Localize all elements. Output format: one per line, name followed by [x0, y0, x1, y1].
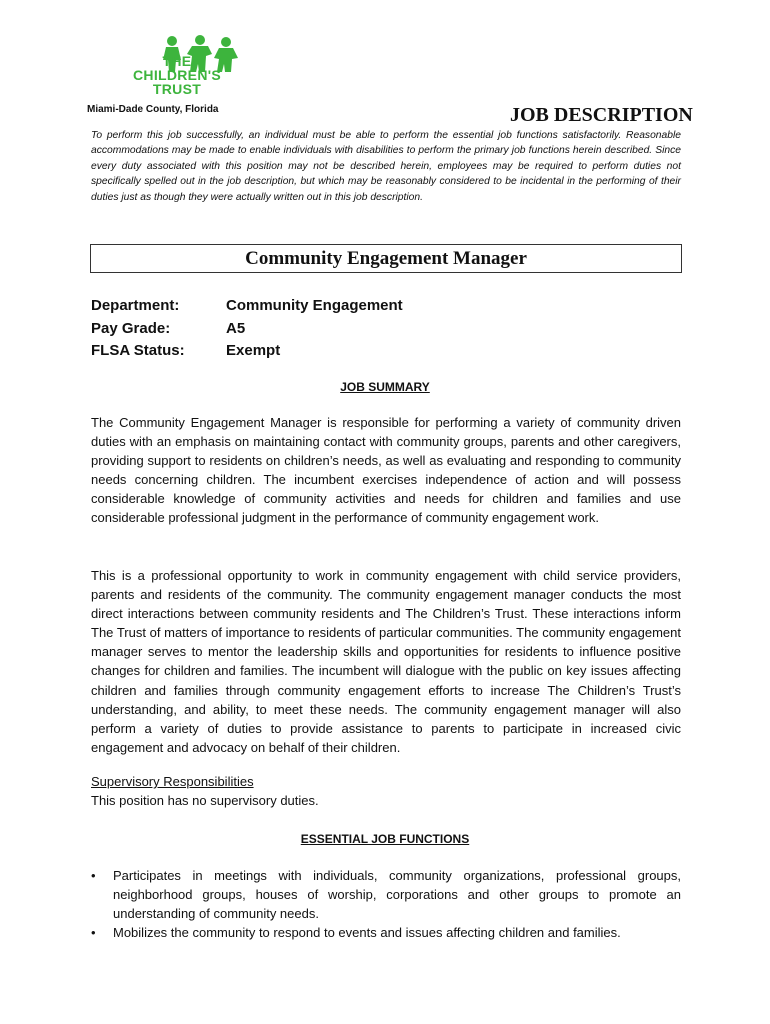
essential-functions-heading: ESSENTIAL JOB FUNCTIONS — [300, 832, 470, 846]
essential-functions-list — [91, 866, 681, 942]
document-type-heading: JOB DESCRIPTION — [510, 104, 693, 126]
logo-line-2: CHILDREN'S — [133, 67, 221, 83]
supervisory-text: This position has no supervisory duties. — [91, 793, 319, 808]
disclaimer-paragraph: To perform this job successfully, an individual must be able to perform the essential job functions satisfactorily. Reasonable accommodations may be made to enable individuals with disabilities to perform the primary job functions herein described. Since every duty associated with this position may not be described herein, employees may be required to perform duties not specifically spelled out in the job description, but which may be reasonably considered to be incidental in the performing of their duties just as though they were actually written out in this job description. — [91, 130, 681, 203]
bullet-icon: • — [91, 925, 96, 941]
job-title-box: Community Engagement Manager — [90, 244, 682, 273]
logo-subtitle: Miami-Dade County, Florida — [87, 104, 219, 115]
job-summary-heading: JOB SUMMARY — [340, 380, 430, 394]
logo-line-1: THE — [162, 53, 192, 69]
list-item — [91, 923, 681, 942]
logo-wordmark — [122, 54, 232, 96]
flsa-status-value: Exempt — [226, 342, 281, 359]
department-label: Department: — [91, 297, 180, 314]
summary-paragraph-2: This is a professional opportunity to work in community engagement with child service providers, parents and residents of the community. The community engagement manager conducts the most direct interactions between community residents and The Children’s Trust. These interactions inform The Trust of matters of importance to residents of particular communities. The community engagement manager serves to mentor the leadership skills and opportunities for residents to influence positive changes for children and families. The incumbent will dialogue with the public on key issues affecting children and families through community engagement efforts to increase The Children’s Trust’s understanding, and ability, to meet these needs. The community engagement manager will also perform a variety of duties to provide assistance to parents to participate in increased civic engagement and advocacy on behalf of their children. — [91, 568, 681, 755]
pay-grade-label: Pay Grade: — [91, 320, 171, 337]
summary-paragraph-1: The Community Engagement Manager is responsible for performing a variety of community driven duties with an emphasis on maintaining contact with community groups, parents and other caregivers, providing support to residents on children’s needs, as well as evaluating and responding to community needs concerning children. The incumbent exercises independence of action and will possess considerable knowledge of community activities and needs for children and families and use considerable professional judgment in the performance of community engagement work. — [91, 415, 681, 526]
list-item-text: Mobilizes the community to respond to events and issues affecting children and families. — [113, 925, 621, 941]
department-value: Community Engagement — [226, 297, 403, 314]
list-item — [91, 866, 681, 923]
flsa-status-label: FLSA Status: — [91, 342, 185, 359]
logo-line-3: TRUST — [152, 81, 202, 97]
supervisory-heading: Supervisory Responsibilities — [91, 774, 254, 789]
bullet-icon: • — [91, 868, 96, 883]
childrens-trust-logo — [122, 34, 242, 106]
list-item-text: Participates in meetings with individuals, community organizations, professional groups, neighborhood groups, houses of worship, corporations and other groups to promote an understanding of community needs. — [113, 868, 681, 922]
pay-grade-value: A5 — [226, 320, 246, 337]
